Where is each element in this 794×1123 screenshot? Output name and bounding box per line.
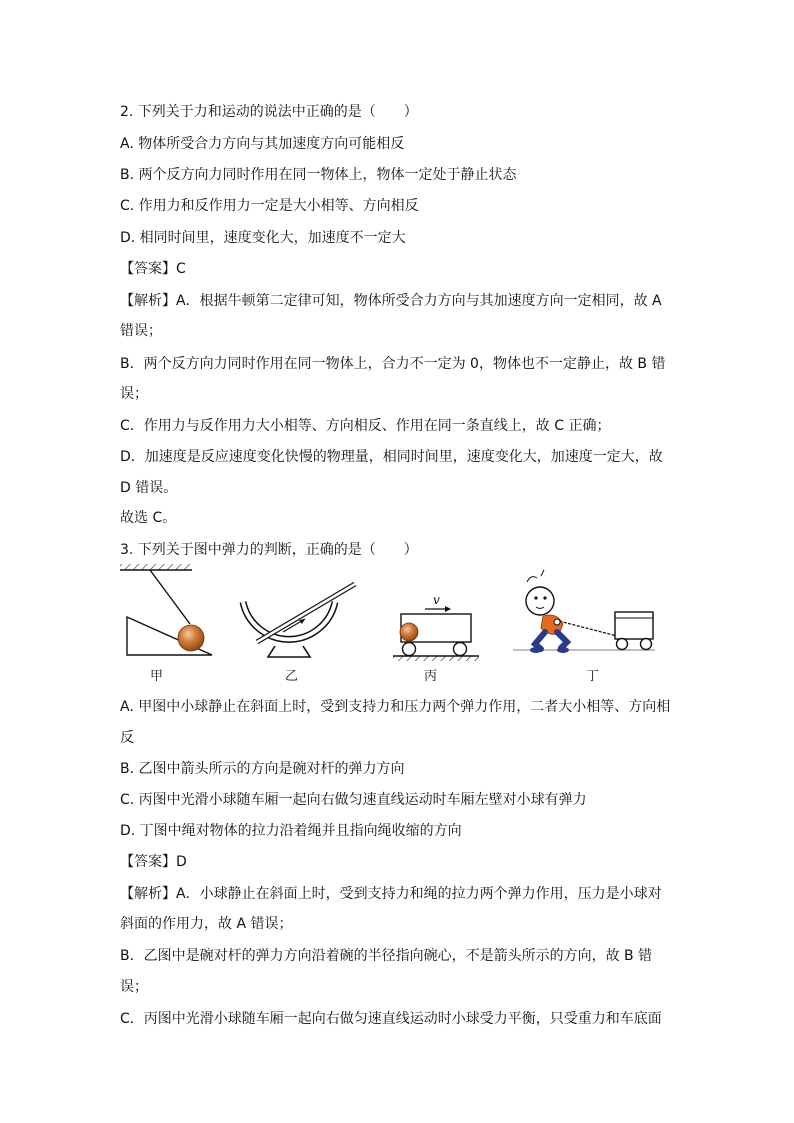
shoe-right	[557, 647, 569, 653]
q2-analysis-line	[120, 291, 662, 311]
q2-analysis-line: D．加速度是反应速度变化快慢的物理量，相同时间里，速度变化大，加速度一定大，故	[120, 449, 663, 465]
q3-analysis-line: 斜面的作用力，故 A 错误；	[120, 916, 293, 932]
q3-option-c: C. 丙图中光滑小球随车厢一起向右做匀速直线运动时车厢左壁对小球有弹力	[120, 792, 587, 808]
analysis-tag: 【解析】	[120, 886, 176, 902]
analysis-text: A．小球静止在斜面上时，受到支持力和绳的拉力两个弹力作用，压力是小球对	[176, 886, 662, 902]
q3-figure	[115, 562, 675, 687]
analysis-text: A．根据牛顿第二定律可知，物体所受合力方向与其加速度方向一定相同，故 A	[176, 293, 662, 309]
velocity-label: v	[433, 593, 440, 607]
q3-analysis-line: B．乙图中是碗对杆的弹力方向沿着碗的半径指向碗心，不是箭头所示的方向，故 B 错	[120, 948, 653, 964]
answer-tag: 【答案】	[120, 854, 176, 870]
q3-option-a-cont: 反	[120, 730, 134, 746]
ground-hatch	[393, 656, 479, 661]
q2-option-b: B. 两个反方向力同时作用在同一物体上，物体一定处于静止状态	[120, 167, 517, 183]
wagon-wheel-right	[641, 639, 652, 650]
hand	[554, 619, 560, 625]
q2-analysis-line: 误；	[120, 386, 148, 402]
q3-option-d: D. 丁图中绳对物体的拉力沿着绳并且指向绳收缩的方向	[120, 823, 462, 839]
q3-analysis-line: C．丙图中光滑小球随车厢一起向右做匀速直线运动时小球受力平衡，只受重力和车底面	[120, 1011, 662, 1027]
q2-option-d: D. 相同时间里，速度变化大，加速度不一定大	[120, 230, 406, 246]
q2-analysis-line: C．作用力与反作用力大小相等、方向相反、作用在同一条直线上，故 C 正确；	[120, 418, 611, 434]
wagon-box	[615, 612, 653, 639]
caption-bing: 丙	[424, 669, 438, 684]
ceiling-hatch	[120, 564, 192, 570]
caption-jia: 甲	[150, 669, 164, 684]
head	[526, 587, 554, 615]
q2-option-c: C. 作用力和反作用力一定是大小相等、方向相反	[120, 198, 419, 214]
q2-option-a: A. 物体所受合力方向与其加速度方向可能相反	[120, 136, 405, 152]
pull-rope	[555, 620, 617, 636]
q3-stem: 3. 下列关于图中弹力的判断，正确的是（ ）	[120, 542, 418, 558]
q3-analysis-line: 误；	[120, 979, 148, 995]
q2-analysis-line: 故选 C。	[120, 510, 177, 526]
ball	[178, 625, 204, 651]
answer-value: C	[176, 261, 186, 277]
q2-analysis-line: B．两个反方向力同时作用在同一物体上，合力不一定为 0，物体也不一定静止，故 B 错	[120, 356, 666, 372]
q3-answer	[120, 852, 187, 872]
rope	[150, 570, 190, 624]
q2-stem: 2. 下列关于力和运动的说法中正确的是（ ）	[120, 104, 418, 120]
cart-wheel-right	[454, 643, 467, 656]
eye-left	[534, 596, 537, 599]
shoe-left	[530, 647, 542, 653]
q3-option-a: A. 甲图中小球静止在斜面上时，受到支持力和压力两个弹力作用，二者大小相等、方向相	[120, 699, 671, 715]
figure-yi	[243, 584, 355, 657]
answer-tag: 【答案】	[120, 261, 176, 277]
wagon-wheel-left	[617, 639, 628, 650]
cart-ball	[400, 623, 418, 641]
velocity-arrow-head	[445, 606, 451, 612]
q2-analysis-line: D 错误。	[120, 480, 178, 496]
analysis-tag: 【解析】	[120, 293, 176, 309]
q2-answer	[120, 259, 186, 279]
answer-value: D	[176, 854, 187, 870]
cart-wheel-left	[403, 643, 416, 656]
q2-analysis-line: 错误；	[120, 323, 162, 339]
eye-right	[543, 596, 546, 599]
legs	[535, 632, 567, 649]
figure-bing	[393, 593, 479, 661]
caption-ding: 丁	[586, 669, 600, 684]
caption-yi: 乙	[285, 669, 299, 684]
figure-jia	[120, 564, 212, 655]
q3-option-b: B. 乙图中箭头所示的方向是碗对杆的弹力方向	[120, 761, 405, 777]
q3-analysis-line	[120, 884, 662, 904]
figure-ding	[513, 570, 655, 653]
sweat-marks	[527, 570, 544, 582]
bowl-base	[268, 646, 310, 657]
